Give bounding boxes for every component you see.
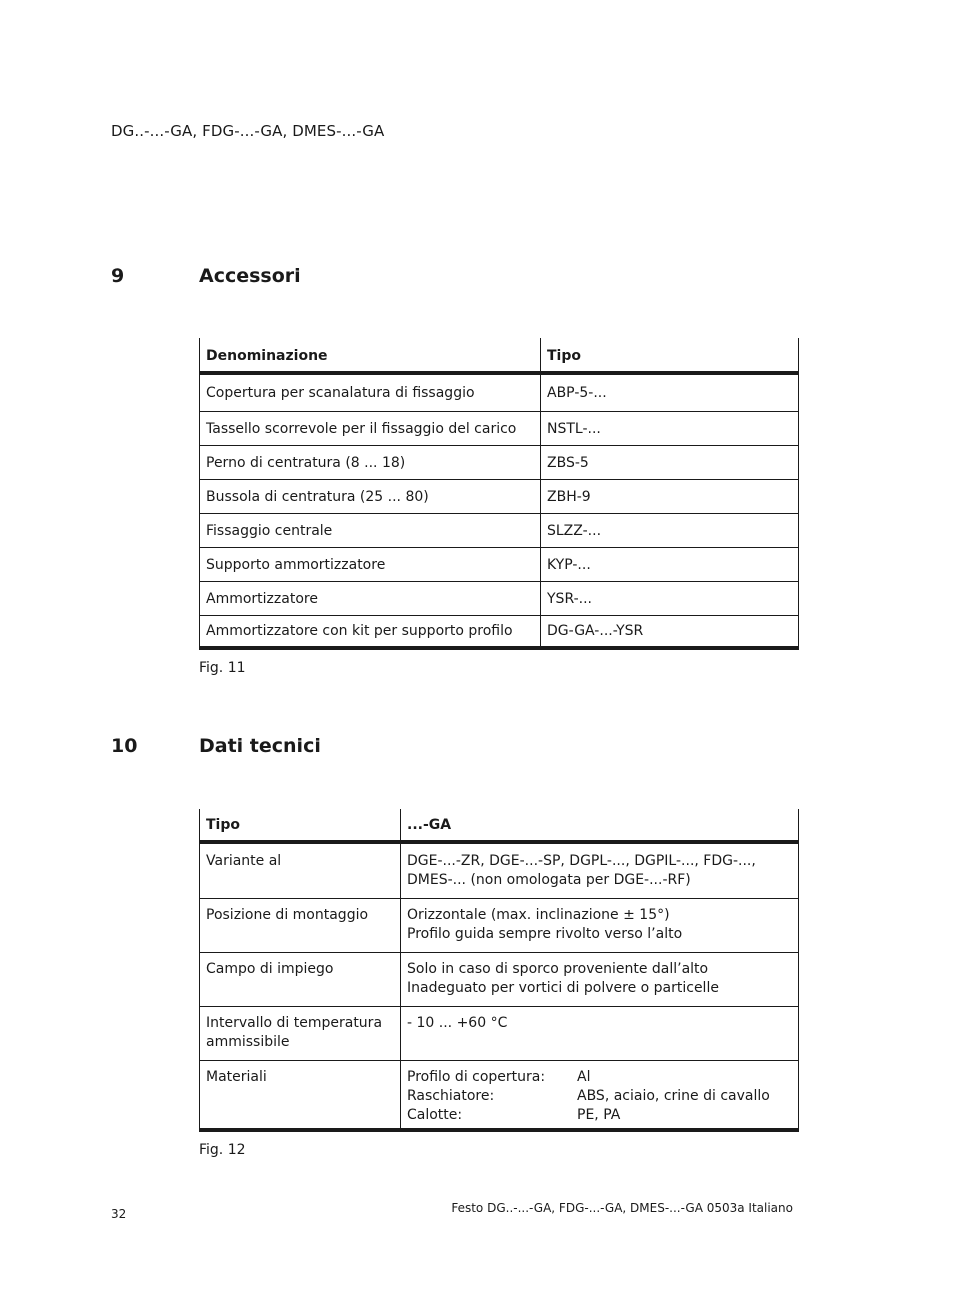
table-cell: [401, 899, 799, 953]
figure-caption: Fig. 12: [199, 1142, 246, 1158]
table-cell: [401, 1061, 799, 1131]
label-line: ammissibile: [206, 1034, 290, 1050]
cell-line: Profilo guida sempre rivolto verso l’alto: [407, 926, 683, 942]
column-header: Denominazione: [200, 338, 541, 373]
cell-line: Inadeguato per vortici di polvere o particelle: [407, 980, 719, 996]
table-cell: [401, 842, 799, 899]
table-cell: [401, 953, 799, 1007]
row-label: [200, 1007, 401, 1061]
table-row: [200, 953, 799, 1007]
material-part: Calotte:: [407, 1107, 463, 1123]
table-row: [200, 548, 799, 582]
accessories-table: [199, 338, 799, 650]
material-value: PE, PA: [577, 1107, 621, 1123]
table-cell: Copertura per scanalatura di fissaggio: [200, 373, 541, 412]
cell-line: DMES-... (non omologata per DGE-...-RF): [407, 872, 691, 888]
table-cell: ABP-5-...: [541, 373, 799, 412]
table-row: [200, 899, 799, 953]
table-cell: Ammortizzatore con kit per supporto profilo: [200, 616, 541, 649]
running-header: DG..-...-GA, FDG-...-GA, DMES-...-GA: [111, 122, 385, 140]
section-title: Accessori: [199, 265, 301, 287]
row-label: Variante al: [200, 842, 401, 899]
materials-list: [407, 1068, 792, 1125]
material-part: Profilo di copertura:: [407, 1069, 546, 1085]
column-header: Tipo: [200, 809, 401, 842]
section-number: 10: [111, 735, 138, 757]
table-cell: NSTL-...: [541, 412, 799, 446]
row-label: Posizione di montaggio: [200, 899, 401, 953]
column-header: ...-GA: [401, 809, 799, 842]
table-row: [200, 616, 799, 649]
table-header-row: [200, 809, 799, 842]
table-cell: DG-GA-...-YSR: [541, 616, 799, 649]
material-part: Raschiatore:: [407, 1088, 495, 1104]
table-cell: Tassello scorrevole per il fissaggio del carico: [200, 412, 541, 446]
table-cell: Supporto ammortizzatore: [200, 548, 541, 582]
section-title: Dati tecnici: [199, 735, 321, 757]
table-cell: Bussola di centratura (25 ... 80): [200, 480, 541, 514]
table-row: [200, 412, 799, 446]
table-row: [200, 582, 799, 616]
table-cell: YSR-...: [541, 582, 799, 616]
table-cell: ZBS-5: [541, 446, 799, 480]
table-cell: Perno di centratura (8 ... 18): [200, 446, 541, 480]
column-header: Tipo: [541, 338, 799, 373]
material-value: ABS, aciaio, crine di cavallo: [577, 1088, 770, 1104]
table-cell: Ammortizzatore: [200, 582, 541, 616]
row-label: Campo di impiego: [200, 953, 401, 1007]
row-label: Materiali: [200, 1061, 401, 1131]
technical-data-table: [199, 809, 799, 1132]
table-cell: KYP-...: [541, 548, 799, 582]
label-line: Intervallo di temperatura: [206, 1015, 383, 1031]
cell-line: DGE-...-ZR, DGE-...-SP, DGPL-..., DGPIL-..., FDG-...,: [407, 853, 756, 869]
page-number: 32: [111, 1207, 127, 1221]
table-cell: [401, 1007, 799, 1061]
table-row: [200, 842, 799, 899]
table-cell: Fissaggio centrale: [200, 514, 541, 548]
table-row: [200, 1007, 799, 1061]
table-row: [200, 446, 799, 480]
table-row: [200, 373, 799, 412]
cell-line: Orizzontale (max. inclinazione ± 15°): [407, 907, 670, 923]
cell-line: - 10 ... +60 °C: [407, 1015, 508, 1031]
section-number: 9: [111, 265, 125, 287]
table-header-row: [200, 338, 799, 373]
cell-line: Solo in caso di sporco proveniente dall’alto: [407, 961, 709, 977]
table-cell: SLZZ-...: [541, 514, 799, 548]
figure-caption: Fig. 11: [199, 660, 246, 676]
table-row: [200, 1061, 799, 1131]
table-row: [200, 480, 799, 514]
table-row: [200, 514, 799, 548]
table-cell: ZBH-9: [541, 480, 799, 514]
material-value: Al: [577, 1069, 591, 1085]
footer-doc-ref: Festo DG..-...-GA, FDG-...-GA, DMES-...-GA 0503a Italiano: [451, 1201, 793, 1215]
